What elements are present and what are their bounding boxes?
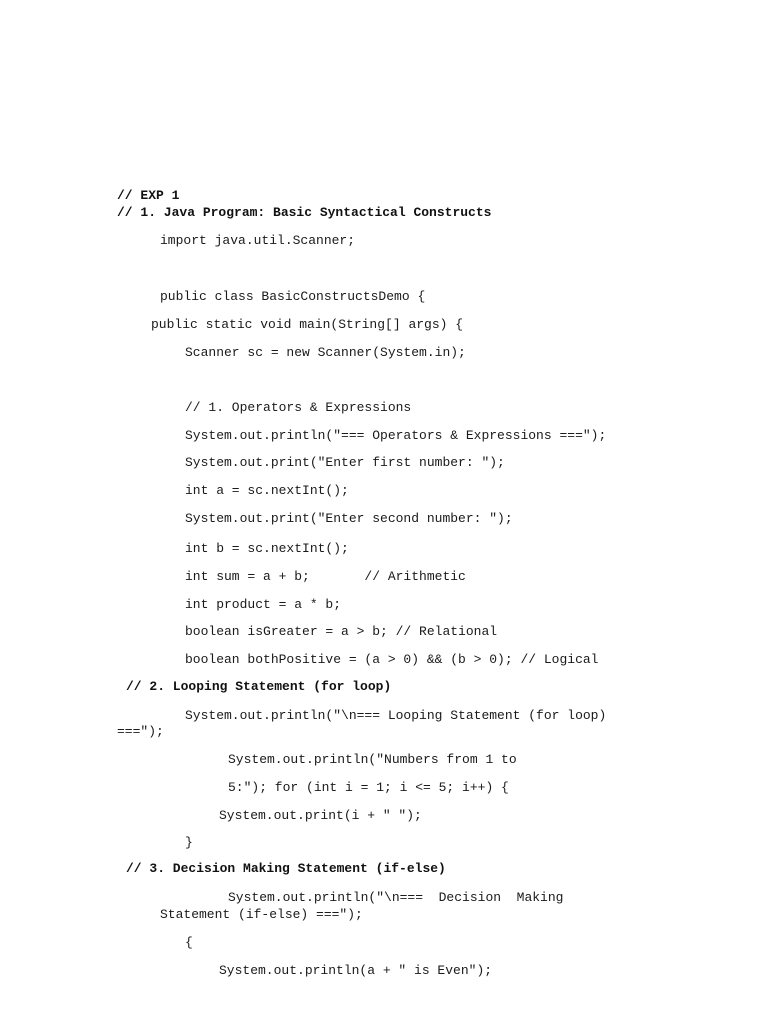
code-comment: // 1. Operators & Expressions — [185, 400, 412, 415]
code-line: } — [185, 835, 193, 850]
code-line: ==="); — [117, 724, 164, 739]
code-line: int product = a * b; — [185, 597, 342, 612]
code-line: Scanner sc = new Scanner(System.in); — [185, 345, 466, 360]
code-line: int sum = a + b; // Arithmetic — [185, 569, 466, 584]
code-line: 5:"); for (int i = 1; i <= 5; i++) { — [228, 780, 509, 795]
code-line: System.out.print("Enter first number: "); — [185, 455, 505, 470]
code-line: public static void main(String[] args) { — [151, 317, 464, 332]
code-line: System.out.println(a + " is Even"); — [219, 963, 493, 978]
code-line: System.out.println("\n=== Decision Making — [228, 890, 564, 905]
code-line: System.out.println("=== Operators & Expressions ==="); — [185, 428, 607, 443]
code-line: System.out.println("Numbers from 1 to — [228, 752, 517, 767]
code-line: Statement (if-else) ==="); — [160, 907, 363, 922]
code-line: System.out.println("\n=== Looping Statement (for loop) — [185, 708, 607, 723]
section-heading-decision: // 3. Decision Making Statement (if-else) — [126, 861, 446, 876]
code-line: boolean isGreater = a > b; // Relational — [185, 624, 498, 639]
program-title: // 1. Java Program: Basic Syntactical Constructs — [117, 205, 492, 220]
code-line: { — [185, 935, 193, 950]
code-line: boolean bothPositive = (a > 0) && (b > 0); // Logical — [185, 652, 599, 667]
section-heading-looping: // 2. Looping Statement (for loop) — [126, 679, 392, 694]
code-line: System.out.print(i + " "); — [219, 808, 422, 823]
exp-heading: // EXP 1 — [117, 188, 180, 203]
code-line: public class BasicConstructsDemo { — [160, 289, 426, 304]
code-line: int b = sc.nextInt(); — [185, 541, 349, 556]
code-line: import java.util.Scanner; — [160, 233, 356, 248]
code-line: System.out.print("Enter second number: "); — [185, 511, 513, 526]
code-line: int a = sc.nextInt(); — [185, 483, 349, 498]
